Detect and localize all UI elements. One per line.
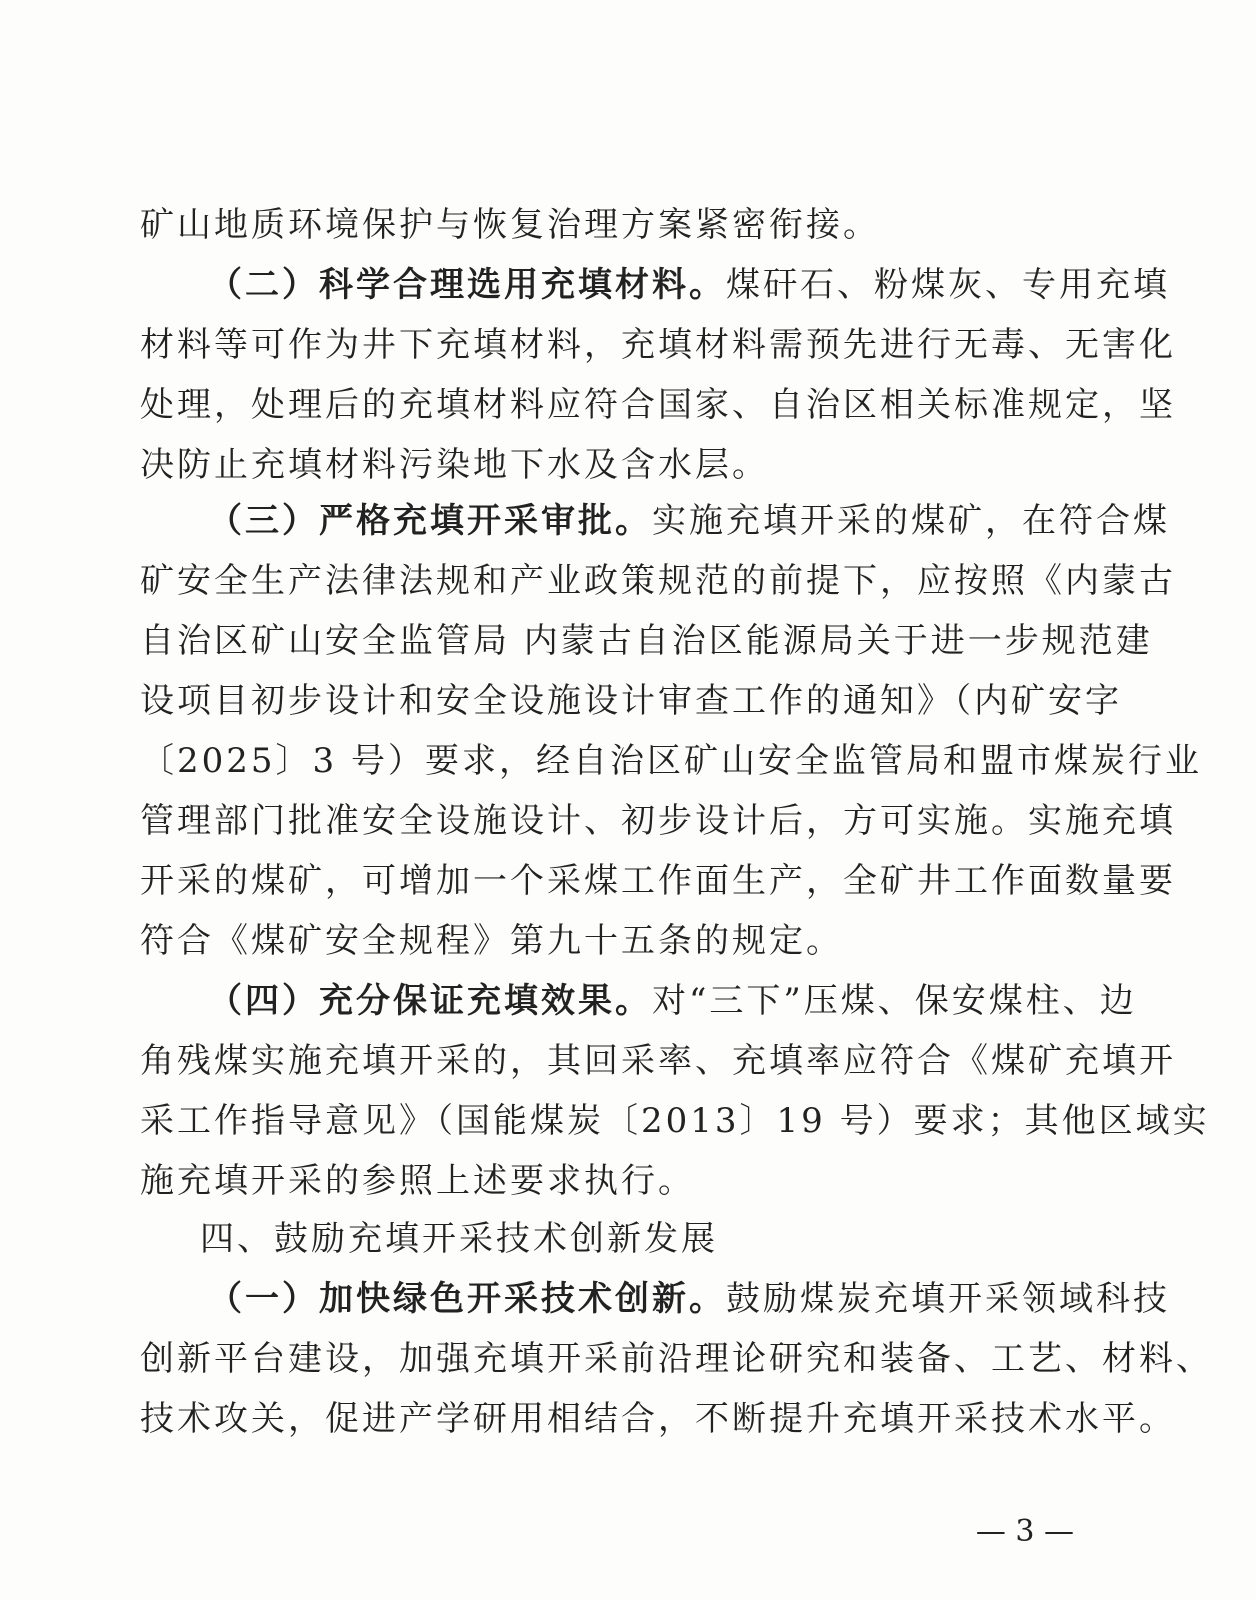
text-line: 技术攻关，促进产学研用相结合，不断提升充填开采技术水平。 (140, 1399, 1176, 1439)
paragraph-text: 煤矸石、粉煤灰、专用充填 (726, 265, 1170, 305)
section-heading: 四、鼓励充填开采技术创新发展 (200, 1219, 718, 1259)
text-line: 自治区矿山安全监管局 内蒙古自治区能源局关于进一步规范建 (140, 621, 1153, 661)
page-number: — 3 — (975, 1514, 1074, 1549)
text-line: 管理部门批准安全设施设计、初步设计后，方可实施。实施充填 (140, 801, 1176, 841)
paragraph-line (208, 973, 1137, 1029)
text-line: 处理，处理后的充填材料应符合国家、自治区相关标准规定，坚 (140, 385, 1176, 425)
text-line: 创新平台建设，加强充填开采前沿理论研究和装备、工艺、材料、 (140, 1339, 1213, 1379)
text-line: 材料等可作为井下充填材料，充填材料需预先进行无毒、无害化 (140, 325, 1176, 365)
paragraph-heading: （二）科学合理选用充填材料。 (208, 265, 726, 305)
text-line: 角残煤实施充填开采的，其回采率、充填率应符合《煤矿充填开 (140, 1041, 1176, 1081)
paragraph-heading: （四）充分保证充填效果。 (208, 981, 652, 1021)
paragraph-line (208, 257, 1170, 313)
text-line: 矿安全生产法律法规和产业政策规范的前提下，应按照《内蒙古 (140, 561, 1176, 601)
paragraph-line (208, 493, 1170, 549)
paragraph-text: 鼓励煤炭充填开采领域科技 (726, 1279, 1170, 1319)
paragraph-text: 实施充填开采的煤矿，在符合煤 (652, 501, 1170, 541)
paragraph-line (208, 1271, 1170, 1327)
text-line: 矿山地质环境保护与恢复治理方案紧密衔接。 (140, 205, 880, 245)
text-line: 施充填开采的参照上述要求执行。 (140, 1161, 695, 1201)
paragraph-text: 对“三下”压煤、保安煤柱、边 (652, 981, 1137, 1021)
text-line: 决防止充填材料污染地下水及含水层。 (140, 445, 769, 485)
paragraph-heading: （三）严格充填开采审批。 (208, 501, 652, 541)
text-line: 设项目初步设计和安全设施设计审查工作的通知》（内矿安字 (140, 681, 1122, 721)
text-line: 采工作指导意见》（国能煤炭〔2013〕19 号）要求；其他区域实 (140, 1101, 1210, 1141)
text-line: 开采的煤矿，可增加一个采煤工作面生产，全矿井工作面数量要 (140, 861, 1176, 901)
text-line: 〔2025〕3 号）要求，经自治区矿山安全监管局和盟市煤炭行业 (140, 741, 1202, 781)
paragraph-heading: （一）加快绿色开采技术创新。 (208, 1279, 726, 1319)
text-line: 符合《煤矿安全规程》第九十五条的规定。 (140, 921, 843, 961)
